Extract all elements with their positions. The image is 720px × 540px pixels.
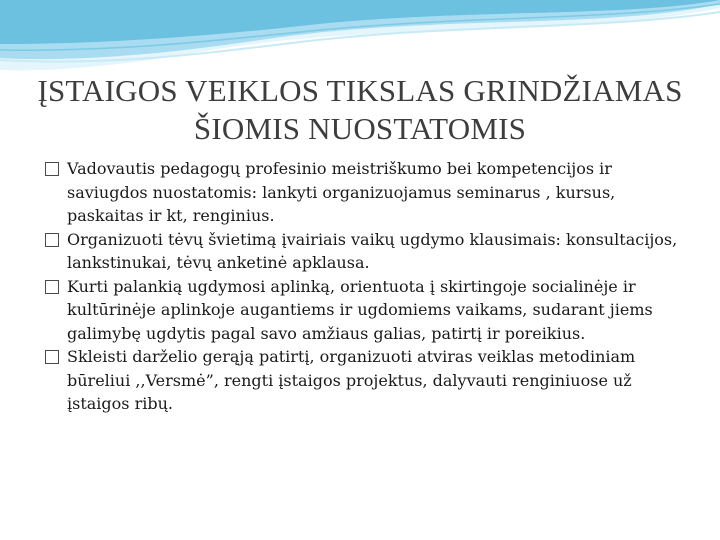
square-bullet-icon (45, 280, 59, 294)
square-bullet-icon (45, 350, 59, 364)
square-bullet-icon (45, 162, 59, 176)
bullet-text: Vadovautis pedagogų profesinio meistriškumo bei kompetencijos ir saviugdos nuostatomis: lankyti organizuojamus seminarus , kursus, paskaitas ir kt, renginius. (67, 159, 616, 225)
bullet-item (42, 228, 682, 275)
square-bullet-icon (45, 233, 59, 247)
bullet-item (42, 157, 682, 228)
bullet-text: Organizuoti tėvų švietimą įvairiais vaikų ugdymo klausimais: konsultacijos, lankstinukai, tėvų anketinė apklausa. (67, 229, 678, 272)
bullet-item (42, 275, 682, 346)
bullet-text: Skleisti darželio gerąją patirtį, organizuoti atviras veiklas metodiniam būreliui ,,Versmė”, rengti įstaigos projektus, dalyvauti renginiuose už įstaigos ribų. (67, 347, 636, 413)
slide-title: ĮSTAIGOS VEIKLOS TIKSLAS GRINDŽIAMAS ŠIOMIS NUOSTATOMIS (37, 73, 683, 146)
bullet-text: Kurti palankią ugdymosi aplinką, orientuota į skirtingoje socialinėje ir kultūrinėje aplinkoje augantiems ir ugdomiems vaikams, sudarant jiems galimybę ugdytis pagal savo amžiaus galias, patirtį ir poreikius. (67, 276, 653, 343)
bullet-list (42, 157, 682, 416)
bullet-item (42, 345, 682, 416)
